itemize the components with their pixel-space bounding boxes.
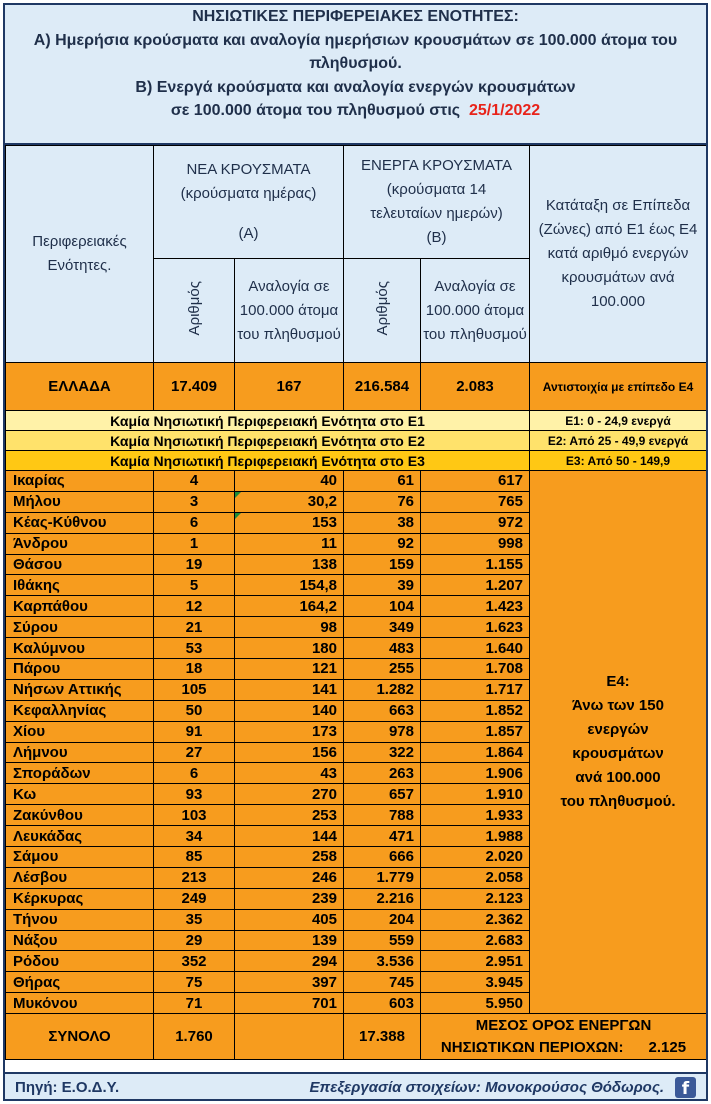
island-new-ratio: 141 <box>235 679 344 700</box>
band-e3-range: Από 50 - 149,9 <box>587 453 671 468</box>
island-active-ratio: 972 <box>421 512 530 533</box>
island-new-ratio: 121 <box>235 659 344 680</box>
e4-text3: κρουσμάτων <box>572 745 664 763</box>
island-active-cases: 663 <box>344 700 421 721</box>
band-e1-range: 0 - 24,9 ενεργά <box>587 413 671 428</box>
island-name: Κέρκυρας <box>6 888 154 909</box>
island-name: Άνδρου <box>6 533 154 554</box>
island-active-ratio: 1.207 <box>421 575 530 596</box>
island-active-cases: 559 <box>344 930 421 951</box>
greece-active: 216.584 <box>344 363 421 411</box>
band-e1-text: Καμία Νησιωτική Περιφερειακή Ενότητα στο Ε1 <box>6 411 530 431</box>
island-active-cases: 61 <box>344 471 421 492</box>
island-active-ratio: 2.362 <box>421 909 530 930</box>
island-new-cases: 91 <box>154 721 235 742</box>
island-new-cases: 352 <box>154 951 235 972</box>
header-active-cases <box>344 146 530 259</box>
average-value: 2.125 <box>648 1038 687 1056</box>
band-e1-row <box>6 411 707 431</box>
title-line-4: Β) Ενεργά κρούσματα και αναλογία ενεργών κρουσμάτων <box>135 78 576 96</box>
e4-level-description <box>530 471 707 1014</box>
island-new-cases: 21 <box>154 617 235 638</box>
island-active-ratio: 1.708 <box>421 659 530 680</box>
island-new-ratio: 98 <box>235 617 344 638</box>
island-active-ratio: 1.423 <box>421 596 530 617</box>
processing-credit: Επεξεργασία στοιχείων: Μονοκρούσος Θόδωρος. <box>309 1079 664 1096</box>
island-new-ratio: 294 <box>235 951 344 972</box>
island-name: Ρόδου <box>6 951 154 972</box>
island-new-ratio: 144 <box>235 826 344 847</box>
island-active-cases: 159 <box>344 554 421 575</box>
island-active-cases: 745 <box>344 972 421 993</box>
island-new-cases: 213 <box>154 867 235 888</box>
island-new-cases: 35 <box>154 909 235 930</box>
footer <box>5 1072 706 1101</box>
island-name: Λέσβου <box>6 867 154 888</box>
island-active-cases: 39 <box>344 575 421 596</box>
island-active-cases: 657 <box>344 784 421 805</box>
island-active-cases: 788 <box>344 805 421 826</box>
header-new-number <box>154 259 235 363</box>
island-name: Σποράδων <box>6 763 154 784</box>
band-e2-annotation <box>530 431 707 451</box>
header-active-sub: (κρούσματα 14 τελευταίων ημερών) <box>370 181 503 222</box>
island-name: Λήμνου <box>6 742 154 763</box>
island-active-ratio: 1.717 <box>421 679 530 700</box>
island-new-ratio: 253 <box>235 805 344 826</box>
island-active-ratio: 3.945 <box>421 972 530 993</box>
island-new-cases: 29 <box>154 930 235 951</box>
island-name: Σάμου <box>6 847 154 868</box>
island-new-cases: 18 <box>154 659 235 680</box>
island-active-ratio: 1.155 <box>421 554 530 575</box>
title-line-1: ΝΗΣΙΩΤΙΚΕΣ ΠΕΡΙΦΕΡΕΙΑΚΕΣ ΕΝΟΤΗΤΕΣ: <box>192 8 519 25</box>
island-new-cases: 103 <box>154 805 235 826</box>
island-new-cases: 1 <box>154 533 235 554</box>
island-active-ratio: 1.640 <box>421 638 530 659</box>
total-new: 1.760 <box>154 1014 235 1060</box>
total-name: ΣΥΝΟΛΟ <box>6 1014 154 1060</box>
island-new-ratio: 258 <box>235 847 344 868</box>
island-new-ratio: 140 <box>235 700 344 721</box>
island-active-ratio: 2.058 <box>421 867 530 888</box>
island-active-cases: 92 <box>344 533 421 554</box>
band-e3-row <box>6 451 707 471</box>
island-name: Λευκάδας <box>6 826 154 847</box>
island-new-ratio: 30,2 <box>235 491 344 512</box>
island-name: Κεφαλληνίας <box>6 700 154 721</box>
island-name: Τήνου <box>6 909 154 930</box>
island-active-cases: 76 <box>344 491 421 512</box>
average-line-2 <box>421 1037 706 1059</box>
island-new-cases: 19 <box>154 554 235 575</box>
island-active-cases: 104 <box>344 596 421 617</box>
island-new-cases: 71 <box>154 993 235 1014</box>
island-active-ratio: 617 <box>421 471 530 492</box>
island-name: Καλύμνου <box>6 638 154 659</box>
island-new-ratio: 153 <box>235 512 344 533</box>
island-active-ratio: 765 <box>421 491 530 512</box>
island-new-ratio: 405 <box>235 909 344 930</box>
title-line-3: πληθυσμού. <box>309 55 402 72</box>
source-text: Πηγή: Ε.Ο.Δ.Υ. <box>15 1079 120 1096</box>
band-e2-text: Καμία Νησιωτική Περιφερειακή Ενότητα στο Ε2 <box>6 431 530 451</box>
band-e3-label: Ε3: <box>565 453 585 468</box>
island-active-cases: 483 <box>344 638 421 659</box>
island-new-ratio: 138 <box>235 554 344 575</box>
total-row <box>6 1014 707 1060</box>
island-name: Χίου <box>6 721 154 742</box>
island-new-cases: 75 <box>154 972 235 993</box>
island-active-cases: 204 <box>344 909 421 930</box>
island-new-cases: 6 <box>154 512 235 533</box>
header-active-ratio: Αναλογία σε 100.000 άτομα του πληθυσμού <box>421 259 530 363</box>
island-new-cases: 50 <box>154 700 235 721</box>
greece-new: 17.409 <box>154 363 235 411</box>
island-new-cases: 5 <box>154 575 235 596</box>
island-new-ratio: 43 <box>235 763 344 784</box>
island-name: Κέας-Κύθνου <box>6 512 154 533</box>
average-line-1: ΜΕΣΟΣ ΟΡΟΣ ΕΝΕΡΓΩΝ <box>475 1016 652 1034</box>
island-active-ratio: 1.857 <box>421 721 530 742</box>
band-e1-annotation <box>530 411 707 431</box>
island-active-cases: 471 <box>344 826 421 847</box>
average-active <box>421 1014 707 1060</box>
island-active-cases: 263 <box>344 763 421 784</box>
island-active-cases: 3.536 <box>344 951 421 972</box>
greece-level-note: Αντιστοιχία με επίπεδο Ε4 <box>530 363 707 411</box>
header-active-letter: (Β) <box>426 229 447 246</box>
title-line-5-text: σε 100.000 άτομα του πληθυσμού στις <box>170 102 461 119</box>
island-new-cases: 85 <box>154 847 235 868</box>
covid-islands-report <box>3 3 708 1101</box>
e4-text5: του πληθυσμού. <box>560 793 676 811</box>
island-active-ratio: 5.950 <box>421 993 530 1014</box>
e4-text1: Άνω των 150 <box>572 697 664 715</box>
island-active-ratio: 1.933 <box>421 805 530 826</box>
island-new-cases: 27 <box>154 742 235 763</box>
e4-text2: ενεργών <box>587 721 649 739</box>
island-name: Κω <box>6 784 154 805</box>
header-active-number <box>344 259 421 363</box>
band-e2-row <box>6 431 707 451</box>
island-active-cases: 2.216 <box>344 888 421 909</box>
island-new-cases: 6 <box>154 763 235 784</box>
island-active-cases: 1.779 <box>344 867 421 888</box>
island-active-cases: 255 <box>344 659 421 680</box>
island-new-cases: 3 <box>154 491 235 512</box>
average-label: ΝΗΣΙΩΤΙΚΩΝ ΠΕΡΙΟΧΩΝ: <box>440 1038 624 1056</box>
island-new-cases: 12 <box>154 596 235 617</box>
header-new-letter: (Α) <box>238 225 259 242</box>
greece-row <box>6 363 707 411</box>
header-region: Περιφερειακές Ενότητες. <box>6 146 154 363</box>
island-active-cases: 666 <box>344 847 421 868</box>
island-active-ratio: 1.906 <box>421 763 530 784</box>
island-name: Νάξου <box>6 930 154 951</box>
island-new-cases: 105 <box>154 679 235 700</box>
island-new-cases: 34 <box>154 826 235 847</box>
island-name: Μήλου <box>6 491 154 512</box>
island-new-ratio: 173 <box>235 721 344 742</box>
island-name: Θήρας <box>6 972 154 993</box>
island-row <box>6 471 707 492</box>
island-name: Καρπάθου <box>6 596 154 617</box>
island-new-cases: 4 <box>154 471 235 492</box>
island-new-cases: 249 <box>154 888 235 909</box>
island-new-cases: 93 <box>154 784 235 805</box>
header-active-number-label: Αριθμός <box>373 281 391 336</box>
island-active-cases: 322 <box>344 742 421 763</box>
island-active-cases: 349 <box>344 617 421 638</box>
total-new-ratio <box>235 1014 344 1060</box>
island-name: Ιθάκης <box>6 575 154 596</box>
island-active-cases: 1.282 <box>344 679 421 700</box>
island-new-ratio: 11 <box>235 533 344 554</box>
header-classification: Κατάταξη σε Επίπεδα (Ζώνες) από Ε1 έως Ε4 κατά αριθμό ενεργών κρουσμάτων ανά 100.000 <box>530 146 707 363</box>
band-e2-range: Από 25 - 49,9 ενεργά <box>569 433 689 448</box>
island-new-ratio: 180 <box>235 638 344 659</box>
island-new-ratio: 701 <box>235 993 344 1014</box>
island-active-cases: 38 <box>344 512 421 533</box>
island-name: Σύρου <box>6 617 154 638</box>
island-name: Νήσων Αττικής <box>6 679 154 700</box>
island-new-ratio: 246 <box>235 867 344 888</box>
island-active-ratio: 998 <box>421 533 530 554</box>
e4-label: Ε4: <box>606 673 630 691</box>
e4-text4: ανά 100.000 <box>575 769 661 787</box>
header-new-ratio: Αναλογία σε 100.000 άτομα του πληθυσμού <box>235 259 344 363</box>
island-active-ratio: 2.123 <box>421 888 530 909</box>
report-date: 25/1/2022 <box>468 102 541 119</box>
island-name: Ζακύνθου <box>6 805 154 826</box>
header-new-title: ΝΕΑ ΚΡΟΥΣΜΑΤΑ <box>186 161 311 178</box>
island-active-ratio: 1.623 <box>421 617 530 638</box>
report-title <box>5 5 706 145</box>
greece-new-ratio: 167 <box>235 363 344 411</box>
island-name: Πάρου <box>6 659 154 680</box>
island-active-ratio: 1.910 <box>421 784 530 805</box>
greece-active-ratio: 2.083 <box>421 363 530 411</box>
island-new-ratio: 164,2 <box>235 596 344 617</box>
band-e3-text: Καμία Νησιωτική Περιφερειακή Ενότητα στο Ε3 <box>6 451 530 471</box>
island-name: Θάσου <box>6 554 154 575</box>
island-new-ratio: 239 <box>235 888 344 909</box>
title-line-5 <box>5 99 706 123</box>
header-new-cases <box>154 146 344 259</box>
header-new-number-label: Αριθμός <box>185 281 203 336</box>
title-line-2: Α) Ημερήσια κρούσματα και αναλογία ημερήσιων κρουσμάτων σε 100.000 άτομα του <box>33 31 678 49</box>
band-e3-annotation <box>530 451 707 471</box>
island-new-ratio: 139 <box>235 930 344 951</box>
island-active-ratio: 1.852 <box>421 700 530 721</box>
cases-table <box>5 145 707 1060</box>
island-active-ratio: 2.951 <box>421 951 530 972</box>
facebook-icon[interactable]: f <box>675 1077 696 1098</box>
island-active-ratio: 1.988 <box>421 826 530 847</box>
island-new-ratio: 156 <box>235 742 344 763</box>
island-new-cases: 53 <box>154 638 235 659</box>
band-e1-label: Ε1: <box>565 413 584 428</box>
total-active: 17.388 <box>344 1014 421 1060</box>
band-e2-label: Ε2: <box>547 433 567 448</box>
island-new-ratio: 397 <box>235 972 344 993</box>
island-active-ratio: 2.683 <box>421 930 530 951</box>
island-active-ratio: 2.020 <box>421 847 530 868</box>
island-active-cases: 978 <box>344 721 421 742</box>
header-active-title: ΕΝΕΡΓΑ ΚΡΟΥΣΜΑΤΑ <box>361 157 512 174</box>
greece-name: ΕΛΛΑΔΑ <box>6 363 154 411</box>
island-active-cases: 603 <box>344 993 421 1014</box>
island-active-ratio: 1.864 <box>421 742 530 763</box>
island-name: Ικαρίας <box>6 471 154 492</box>
island-name: Μυκόνου <box>6 993 154 1014</box>
island-new-ratio: 154,8 <box>235 575 344 596</box>
island-new-ratio: 40 <box>235 471 344 492</box>
island-new-ratio: 270 <box>235 784 344 805</box>
header-new-sub: (κρούσματα ημέρας) <box>180 185 317 202</box>
